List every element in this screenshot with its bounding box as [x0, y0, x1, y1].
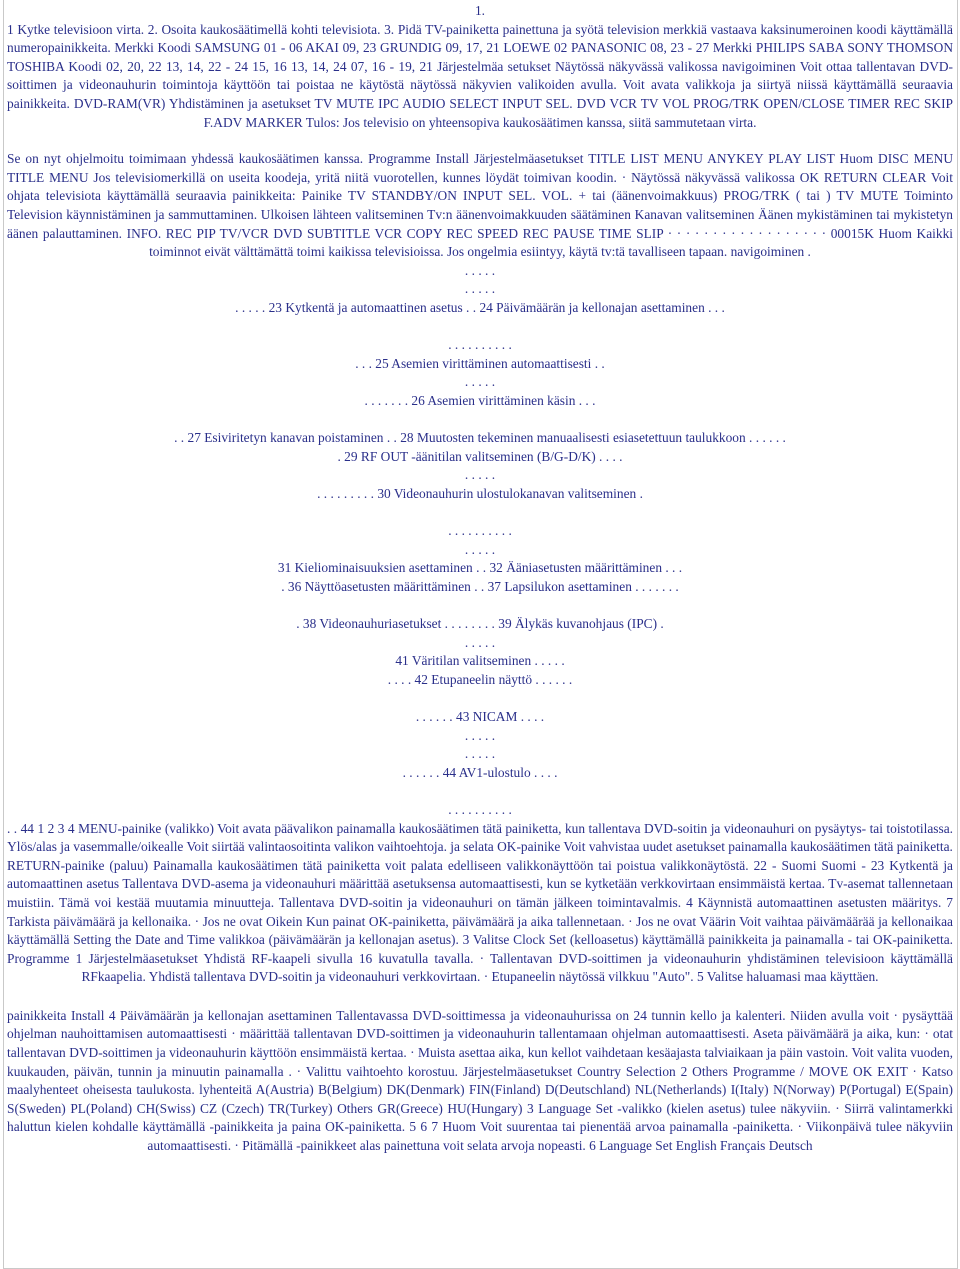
document-content — [7, 2, 953, 1156]
toc-line: . 38 Videonauhuriasetukset . . . . . . . . 39 Älykäs kuvanohjaus (IPC) . — [296, 616, 664, 631]
toc-line: . . . . . . . . . 30 Videonauhurin ulostulokanavan valitseminen . — [317, 485, 643, 501]
toc-line — [7, 318, 953, 337]
toc-line: . . . 25 Asemien virittäminen automaattisesti . . — [355, 355, 605, 371]
toc-line: . . . . 42 Etupaneelin näyttö . . . . . . — [387, 671, 573, 687]
toc-line: . . . . . — [464, 262, 496, 278]
setup-paragraph: RETURN-painike (paluu) Painamalla kaukosäätimen tätä painiketta voit palata edelliseen valikkonäyttöön tai poistua valikkonäytöstä. 22 - Suomi Suomi - 23 Kytkentä ja automaattinen asetus Tallentava DVD-asema ja videonauhuri määrittää asetuksensa automaattisesti, kun se kytketään verkkovirtaan ensimmäistä kertaa. Tv-asemat tallennetaan muistiin. Tämä voi kestää muutamia minuutteja. Tallentava DVD-soitin ja videonauhuri on tämän jälkeen toimintavalmis. 4 Käynnistä automaattinen asetusten määritys. 7 Tarkista päivämäärä ja kellonaika. · Jos ne ovat Oikein Kun painat OK-painiketta, päivämäärä ja aika tallennetaan. · Jos ne ovat Väärin Voit vaihtaa päivämäärää ja kellonaikaa käyttämällä Setting the Date and Time valikkoa (päivämäärän ja kellonajan asetus). 3 Valitse Clock Set (kelloasetus) käyttämällä painikkeita ja painamalla - tai OK-painiketta. Programme 1 Järjestelmäasetukset Yhdistä RF-kaapeli sivulla 16 kuvatulla tavalla. · Tallentavan DVD-soittimen ja videonauhurin yhdistäminen televisioon käyttämällä RFkaapelia. Yhdistä tallentava DVD-soitin ja videonauhuri verkkovirtaan. · Etupaneelin näytössä vilkkuu "Auto". 5 Valitse haluamasi maa käyttäen. — [7, 857, 953, 985]
toc-line: . . . . . — [464, 467, 496, 483]
toc-line: . . . . . — [464, 541, 496, 557]
toc-line: . . . . . . 43 NICAM . . . . — [415, 708, 545, 724]
date-time-paragraph: painikkeita Install 4 Päivämäärän ja kellonajan asettaminen Tallentavassa DVD-soittimessa ja videonauhurissa on 24 tunnin kello ja kalenteri. Niiden avulla voit · pysäyttää ohjelman nauhoittamisen automaattisesti · määrittää tallentavan DVD-soittimen ja videonauhurin tallentamaan ohjelman automaattisesti. Aseta päivämäärä ja aika, kun: · otat tallentavan DVD-soittimen ja videonauhurin käyttöön ensimmäistä kertaa. · Muista asettaa aika, kun kellot vaihdetaan kesäajasta talviaikaan ja päin vastoin. Voit valita vuoden, kuukauden, päivän, tunnin ja minuutin painamalla . · Valittu vaihtoehto korostuu. Järjestelmäasetukset Country Selection 2 Others Programme / MOVE OK EXIT · Katso maalyhenteet oheisesta taulukosta. lyhenteitä A(Austria) B(Belgium) DK(Denmark) FIN(Finland) D(Deutschland) NL(Netherlands) I(Italy) N(Norway) P(Portugal) E(Spain) S(Sweden) PL(Poland) CH(Swiss) CZ (Czech) TR(Turkey) Others GR(Greece) HU(Hungary) 3 Language Set -valikko (kielen asetus) tulee näkyviin. · Siirrä valintamerkki haluttun kielen kohdalle käyttämällä -painikkeita ja paina OK-painiketta. 5 6 7 Huom Voit suurentaa tai pienentää arvoa painamalla -painiketta. · Viikonpäivä tulee näkyviin automaattisesti. · Pitämällä -painikkeet alas painettuna voit selata arvoja nopeasti. 6 Language Set English Français Deutsch — [7, 1007, 953, 1154]
toc-line: . . . . . . . 26 Asemien virittäminen käsin . . . — [364, 392, 596, 408]
programming-paragraph: Se on nyt ohjelmoitu toimimaan yhdessä kaukosäätimen kanssa. Programme Install Järjestelmäasetukset TITLE LIST MENU ANYKEY PLAY LIST Huom DISC MENU TITLE MENU Jos televisiomerkillä on useita koodeja, yritä niitä vuorotellen, kunnes löydät toimivan koodin. · Näytössä näkyvässä valikossa OK RETURN CLEAR Voit ohjata televisiota käyttämällä seuraavia painikkeita: Painike TV STANDBY/ON INPUT SEL. VOL. + tai (äänenvoimakkuus) PROG/TRK ( tai ) TV MUTE Toiminto Television käynnistäminen ja sammuttaminen. Ulkoisen lähteen valitseminen Tv:n äänenvoimakkuuden säätäminen Kanavan valitseminen Äänen mykistäminen tai mykistetyn äänen palauttaminen. INFO. REC PIP TV/VCR DVD SUBTITLE VCR COPY REC SPEED REC PAUSE TIME SLIP · · · · · · · · · · · · · · · · · · 00015K Huom Kaikki toiminnot eivät välttämättä toimi kaikissa televisioissa. Jos ongelmia esiintyy, käytä tv:tä tavalliseen tapaan. navigoiminen . — [7, 151, 953, 260]
toc-line: . . . . . — [464, 746, 496, 762]
toc-line — [7, 410, 953, 429]
toc-line: . . . . . — [464, 281, 496, 297]
menu-button-paragraph: . . 44 1 2 3 4 MENU-painike (valikko) Voit avata päävalikon painamalla kaukosäätimen tätä painiketta, kun tallentava DVD-soitin ja videonauhuri on pysäytys- tai toistotilassa. Ylös/alas ja vasemmalle/oikealle Voit siirtää valintaosoitinta valikon vaihtoehtoja. ja selata OK-painike Voit vahvistaa uudet asetukset painamalla kaukosäätimen tätä painiketta. — [7, 820, 953, 855]
toc-line — [7, 689, 953, 708]
toc-line: . 29 RF OUT -äänitilan valitseminen (B/G-D/K) . . . . — [337, 448, 623, 464]
toc-line: . . . . . — [464, 634, 496, 650]
toc-line — [7, 503, 953, 522]
table-of-contents — [7, 262, 953, 820]
toc-line: . . . . . — [464, 374, 496, 390]
intro-paragraph: 1 Kytke televisioon virta. 2. Osoita kaukosäätimellä kohti televisiota. 3. Pidä TV-painiketta painettuna ja syötä television merkkiä vastaava kaksinumeroinen koodi käyttämällä numeropainikkeita. Merkki Koodi SAMSUNG 01 - 06 AKAI 09, 23 GRUNDIG 09, 17, 21 LOEWE 02 PANASONIC 08, 23 - 27 Merkki PHILIPS SABA SONY THOMSON TOSHIBA Koodi 02, 20, 22 13, 14, 22 - 24 15, 16 13, 14, 24 07, 16 - 19, 21 Järjestelmäa setukset Näytössä näkyvässä valikossa navigoiminen Voit ottaa tallentavan DVD-soittimen ja videonauhurin toimintoja käyttöön tai poistaa ne käytöstä näytössä näkyvien valikoiden avulla. Voit avata valikkoja ja siirtyä niissä käyttämällä seuraavia painikkeita. DVD-RAM(VR) Yhdistäminen ja asetukset TV MUTE IPC AUDIO SELECT INPUT SEL. DVD VCR TV VOL PROG/TRK OPEN/CLOSE TIMER REC SKIP F.ADV MARKER Tulos: Jos televisio on yhteensopiva kaukosäätimen kanssa, siitä sammutetaan virta. — [7, 21, 953, 130]
toc-line: . 36 Näyttöasetusten määrittäminen . . 37 Lapsilukon asettaminen . . . . . . . — [281, 578, 679, 594]
toc-line: . . 27 Esiviritetyn kanavan poistaminen . . 28 Muutosten tekeminen manuaalisesti esiasetettuun taulukkoon . . . . . . — [174, 430, 786, 446]
toc-line — [7, 596, 953, 615]
toc-line: 41 Väritilan valitseminen . . . . . — [395, 653, 565, 669]
toc-line: . . . . . 23 Kytkentä ja automaattinen asetus . . 24 Päivämäärän ja kellonajan asettaminen . . . — [235, 299, 725, 315]
page-number: 1. — [474, 3, 486, 18]
toc-line — [7, 782, 953, 801]
toc-line: . . . . . . . . . . — [448, 801, 512, 817]
toc-line: . . . . . . 44 AV1-ulostulo . . . . — [402, 764, 558, 780]
toc-line: . . . . . . . . . . — [448, 337, 512, 353]
toc-line: . . . . . . . . . . — [448, 523, 512, 539]
toc-line: . . . . . — [464, 727, 496, 743]
toc-line: 31 Kieliominaisuuksien asettaminen . . 32 Ääniasetusten määrittäminen . . . — [277, 560, 683, 576]
